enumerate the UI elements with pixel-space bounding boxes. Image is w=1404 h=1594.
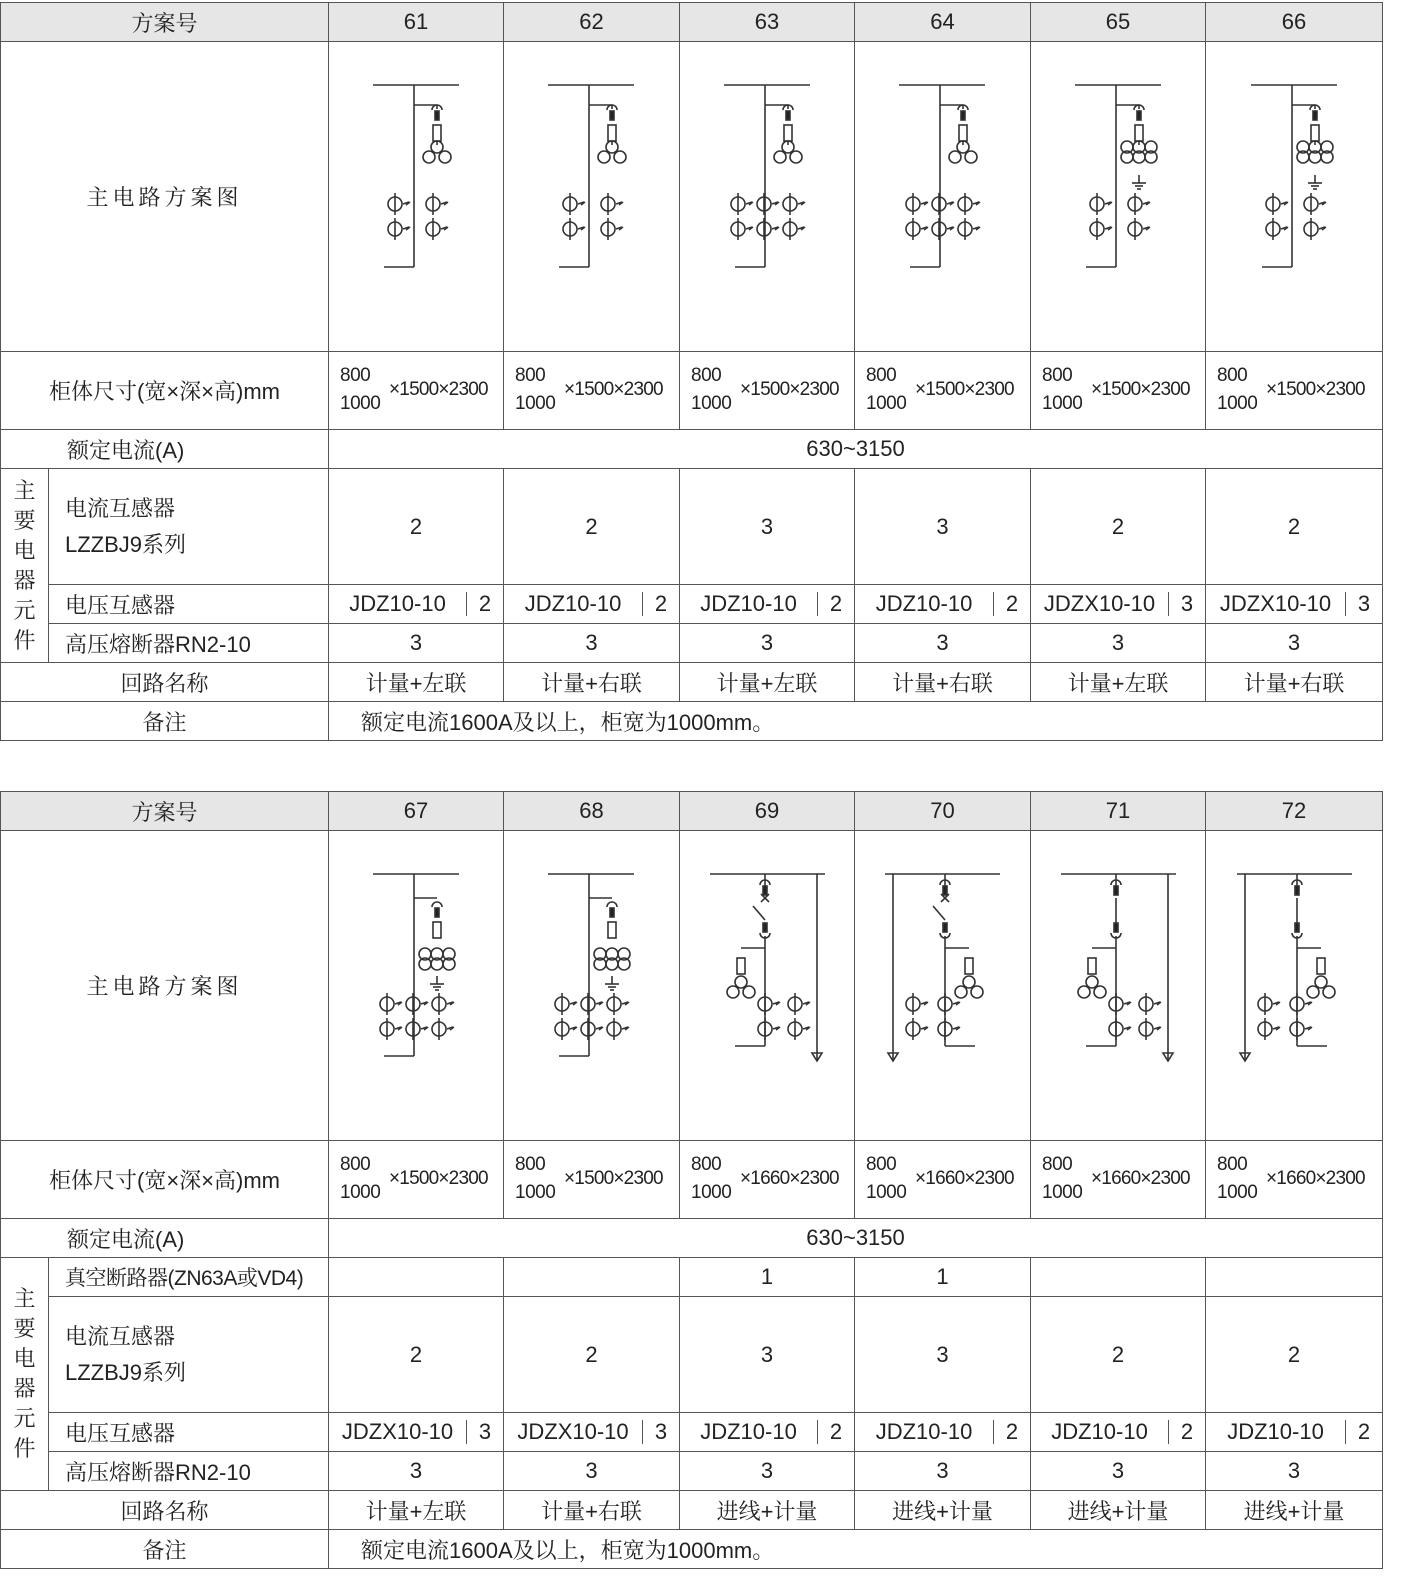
ct-qty: 3: [680, 1297, 855, 1413]
breaker-icon: [753, 906, 765, 920]
scheme-no: 68: [504, 792, 680, 831]
plug-contact-icon: [1295, 886, 1299, 895]
scheme-no-label: 方案号: [1, 3, 329, 42]
voltage-transformer-icon: [949, 151, 961, 163]
ct-qty: 3: [855, 469, 1031, 585]
scheme-no-label: 方案号: [1, 792, 329, 831]
scheme-no: 61: [329, 3, 504, 42]
fuse-qty: 3: [855, 1452, 1031, 1491]
rated-current-value: 630~3150: [329, 430, 1383, 469]
voltage-transformer-icon: [423, 151, 435, 163]
circuit-diagram-72: [1206, 831, 1383, 1141]
voltage-transformer-icon: [1307, 986, 1319, 998]
fuse-icon: [784, 125, 792, 141]
fuse-icon: [1088, 958, 1096, 974]
plug-contact-icon: [1295, 923, 1299, 932]
fuse-qty: 3: [1031, 624, 1206, 663]
circuit-diagram-63: [680, 42, 855, 352]
voltage-transformer-icon: [743, 986, 755, 998]
plug-icon: [432, 902, 442, 907]
circuit-diagram-69: [680, 831, 855, 1141]
vcb-qty: [329, 1258, 504, 1297]
plug-contact-icon: [943, 923, 947, 932]
dimensions-value: 800 1000 ×1500×2300: [329, 352, 504, 430]
main-components-label: 主 要 电 器 元 件: [1, 469, 49, 663]
vt-label: 电压互感器: [49, 1413, 329, 1452]
scheme-no: 64: [855, 3, 1031, 42]
dimensions-value: 800 1000 ×1500×2300: [504, 352, 680, 430]
voltage-transformer-icon: [1078, 986, 1090, 998]
remarks-value: 额定电流1600A及以上，柜宽为1000mm。: [329, 1530, 1383, 1569]
vt-cell: JDZX10-10 3: [1031, 585, 1206, 624]
scheme-no: 63: [680, 3, 855, 42]
plug-contact-icon: [610, 111, 614, 120]
voltage-transformer-icon: [971, 986, 983, 998]
scheme-no: 62: [504, 3, 680, 42]
vt-label: 电压互感器: [49, 585, 329, 624]
vt-cell: JDZ10-10 2: [1206, 1413, 1383, 1452]
circuit-diagram-67: [329, 831, 504, 1141]
vt-cell: JDZX10-10 3: [504, 1413, 680, 1452]
fuse-icon: [433, 922, 441, 938]
vt-cell: JDZ10-10 2: [329, 585, 504, 624]
scheme-no: 72: [1206, 792, 1383, 831]
main-circuit-label: 主电路方案图: [1, 42, 329, 352]
plug-contact-icon: [961, 111, 965, 120]
circuit-name: 计量+左联: [680, 663, 855, 702]
fuse-icon: [1311, 125, 1319, 141]
voltage-transformer-icon: [727, 986, 739, 998]
vt-cell: JDZX10-10 3: [1206, 585, 1383, 624]
scheme-no: 66: [1206, 3, 1383, 42]
remarks-label: 备注: [1, 1530, 329, 1569]
circuit-name: 计量+左联: [1031, 663, 1206, 702]
dimensions-value: 800 1000 ×1500×2300: [680, 352, 855, 430]
breaker-icon: [933, 906, 945, 920]
vcb-qty: 1: [680, 1258, 855, 1297]
circuit-diagram-61: [329, 42, 504, 352]
dimensions-value: 800 1000 ×1500×2300: [1031, 352, 1206, 430]
vcb-qty: [1206, 1258, 1383, 1297]
plug-contact-icon: [435, 111, 439, 120]
scheme-no: 65: [1031, 3, 1206, 42]
dimensions-label: 柜体尺寸(宽×深×高)mm: [1, 1141, 329, 1219]
fuse-icon: [965, 958, 973, 974]
rated-current-label: 额定电流(A): [1, 430, 329, 469]
vt-cell: JDZX10-10 3: [329, 1413, 504, 1452]
plug-contact-icon: [763, 886, 767, 895]
main-components-label: 主 要 电 器 元 件: [1, 1258, 49, 1491]
fuse-label: 高压熔断器RN2-10: [49, 1452, 329, 1491]
voltage-transformer-icon: [955, 986, 967, 998]
voltage-transformer-icon: [774, 151, 786, 163]
ct-qty: 2: [1031, 469, 1206, 585]
fuse-qty: 3: [680, 624, 855, 663]
circuit-name: 计量+右联: [504, 1491, 680, 1530]
voltage-transformer-icon: [790, 151, 802, 163]
circuit-name: 计量+右联: [504, 663, 680, 702]
fuse-qty: 3: [680, 1452, 855, 1491]
plug-contact-icon: [786, 111, 790, 120]
dimensions-value: 800 1000 ×1500×2300: [855, 352, 1031, 430]
plug-contact-icon: [1114, 923, 1118, 932]
ct-qty: 2: [504, 469, 680, 585]
vt-cell: JDZ10-10 2: [680, 1413, 855, 1452]
remarks-label: 备注: [1, 702, 329, 741]
circuit-name-label: 回路名称: [1, 1491, 329, 1530]
ct-qty: 2: [329, 469, 504, 585]
voltage-transformer-icon: [1315, 976, 1327, 988]
plug-contact-icon: [943, 886, 947, 895]
voltage-transformer-icon: [439, 151, 451, 163]
dimensions-value: 800 1000 ×1660×2300: [1206, 1141, 1383, 1219]
vcb-qty: 1: [855, 1258, 1031, 1297]
remarks-value: 额定电流1600A及以上，柜宽为1000mm。: [329, 702, 1383, 741]
ct-label: 电流互感器 LZZBJ9系列: [49, 1297, 329, 1413]
fuse-qty: 3: [504, 1452, 680, 1491]
vt-cell: JDZ10-10 2: [855, 1413, 1031, 1452]
ct-qty: 2: [504, 1297, 680, 1413]
fuse-qty: 3: [504, 624, 680, 663]
ct-qty: 2: [1206, 1297, 1383, 1413]
fuse-qty: 3: [329, 1452, 504, 1491]
fuse-icon: [608, 125, 616, 141]
fuse-icon: [1135, 125, 1143, 141]
fuse-qty: 3: [329, 624, 504, 663]
fuse-icon: [608, 922, 616, 938]
scheme-no: 70: [855, 792, 1031, 831]
rated-current-label: 额定电流(A): [1, 1219, 329, 1258]
voltage-transformer-icon: [735, 976, 747, 988]
circuit-diagram-71: [1031, 831, 1206, 1141]
main-circuit-label: 主电路方案图: [1, 831, 329, 1141]
voltage-transformer-icon: [1086, 976, 1098, 988]
scheme-no: 69: [680, 792, 855, 831]
circuit-name: 进线+计量: [1031, 1491, 1206, 1530]
circuit-diagram-66: [1206, 42, 1383, 352]
voltage-transformer-icon: [598, 151, 610, 163]
dimensions-value: 800 1000 ×1500×2300: [329, 1141, 504, 1219]
vt-cell: JDZ10-10 2: [855, 585, 1031, 624]
vcb-qty: [1031, 1258, 1206, 1297]
fuse-qty: 3: [855, 624, 1031, 663]
plug-contact-icon: [1137, 111, 1141, 120]
vt-cell: JDZ10-10 2: [504, 585, 680, 624]
plug-contact-icon: [610, 908, 614, 917]
voltage-transformer-icon: [614, 151, 626, 163]
fuse-icon: [737, 958, 745, 974]
rated-current-value: 630~3150: [329, 1219, 1383, 1258]
fuse-qty: 3: [1206, 624, 1383, 663]
voltage-transformer-icon: [963, 976, 975, 988]
plug-icon: [607, 902, 617, 907]
plug-contact-icon: [435, 908, 439, 917]
fuse-qty: 3: [1031, 1452, 1206, 1491]
dimensions-value: 800 1000 ×1660×2300: [680, 1141, 855, 1219]
circuit-diagram-64: [855, 42, 1031, 352]
circuit-diagram-65: [1031, 42, 1206, 352]
ct-qty: 2: [1031, 1297, 1206, 1413]
ct-qty: 3: [680, 469, 855, 585]
fuse-icon: [959, 125, 967, 141]
vt-cell: JDZ10-10 2: [1031, 1413, 1206, 1452]
plug-contact-icon: [763, 923, 767, 932]
plug-contact-icon: [1114, 886, 1118, 895]
circuit-name: 计量+左联: [329, 1491, 504, 1530]
fuse-icon: [433, 125, 441, 141]
voltage-transformer-icon: [1094, 986, 1106, 998]
ct-qty: 2: [329, 1297, 504, 1413]
dimensions-value: 800 1000 ×1660×2300: [1031, 1141, 1206, 1219]
dimensions-value: 800 1000 ×1660×2300: [855, 1141, 1031, 1219]
circuit-diagram-70: [855, 831, 1031, 1141]
circuit-name: 计量+右联: [1206, 663, 1383, 702]
voltage-transformer-icon: [1323, 986, 1335, 998]
vcb-qty: [504, 1258, 680, 1297]
fuse-icon: [1317, 958, 1325, 974]
dimensions-value: 800 1000 ×1500×2300: [504, 1141, 680, 1219]
circuit-name: 计量+右联: [855, 663, 1031, 702]
ct-qty: 2: [1206, 469, 1383, 585]
dimensions-label: 柜体尺寸(宽×深×高)mm: [1, 352, 329, 430]
circuit-name: 进线+计量: [1206, 1491, 1383, 1530]
scheme-table-1: [0, 2, 1383, 741]
vcb-label: 真空断路器(ZN63A或VD4): [49, 1258, 329, 1297]
dimensions-value: 800 1000 ×1500×2300: [1206, 352, 1383, 430]
plug-contact-icon: [1313, 111, 1317, 120]
circuit-diagram-68: [504, 831, 680, 1141]
scheme-no: 71: [1031, 792, 1206, 831]
scheme-table-2: [0, 791, 1383, 1569]
fuse-qty: 3: [1206, 1452, 1383, 1491]
ct-label: 电流互感器 LZZBJ9系列: [49, 469, 329, 585]
circuit-name: 计量+左联: [329, 663, 504, 702]
scheme-no: 67: [329, 792, 504, 831]
circuit-name-label: 回路名称: [1, 663, 329, 702]
fuse-label: 高压熔断器RN2-10: [49, 624, 329, 663]
ct-qty: 3: [855, 1297, 1031, 1413]
vt-cell: JDZ10-10 2: [680, 585, 855, 624]
circuit-name: 进线+计量: [680, 1491, 855, 1530]
voltage-transformer-icon: [965, 151, 977, 163]
circuit-name: 进线+计量: [855, 1491, 1031, 1530]
circuit-diagram-62: [504, 42, 680, 352]
